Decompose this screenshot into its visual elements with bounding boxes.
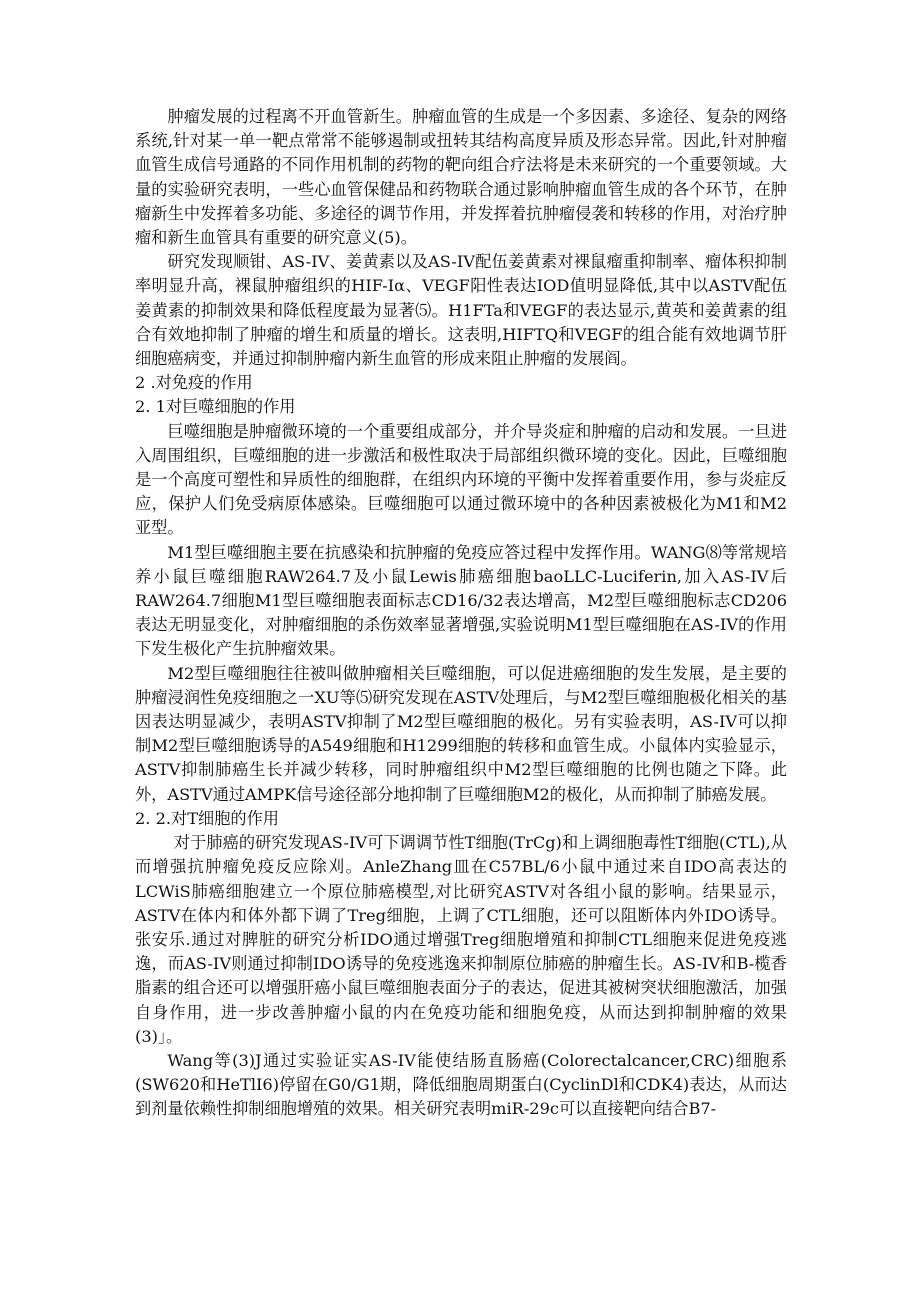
heading-t-cell-effect: 2. 2.对T细胞的作用 [135,808,279,828]
heading-immune-effect: 2 .对免疫的作用 [135,373,253,393]
paragraph-colorectal: Wang等(3)J通过实验证实AS-IV能使结肠直肠癌(Colorectalcancer,CRC)细胞系(SW620和HeTlI6)停留在G0/G1期，降低细胞周期蛋白(CyclinDl和CDK4)表达，从而达到剂量依赖性抑制细胞增殖的效果。相关研究表明miR-29c可以直接靶向结合B7- [135,1050,787,1119]
paragraph-angiogenesis: 肿瘤发展的过程离不开血管新生。肿瘤血管的生成是一个多因素、多途径、复杂的网络系统,针对某一单一靶点常常不能够遏制或扭转其结构高度异质及形态异常。因此,针对肿瘤血管生成信号通路的不同作用机制的药物的靶向组合疗法将是未来研究的一个重要领域。大量的实验研究表明，一些心血管保健品和药物联合通过影响肿瘤血管生成的各个环节，在肿瘤新生中发挥着多功能、多途径的调节作用，并发挥着抗肿瘤侵袭和转移的作用，对治疗肿瘤和新生血管具有重要的研究意义(5)。 [135,107,787,248]
paragraph-m2-macrophage: M2型巨噬细胞往往被叫做肿瘤相关巨噬细胞，可以促进癌细胞的发生发展，是主要的肿瘤浸润性免疫细胞之一XU等⑸研究发现在ASTV处理后，与M2型巨噬细胞极化相关的基因表达明显减少，表明ASTV抑制了M2型巨噬细胞的极化。另有实验表明，AS-IV可以抑制M2型巨噬细胞诱导的A549细胞和H1299细胞的转移和血管生成。小鼠体内实验显示，ASTV抑制肺癌生长并减少转移，同时肿瘤组织中M2型巨噬细胞的比例也随之下降。此外，ASTV通过AMPK信号途径部分地抑制了巨噬细胞M2的极化，从而抑制了肺癌发展。 [135,663,787,804]
paragraph-t-cell: 对于肺癌的研究发现AS-IV可下调调节性T细胞(TrCg)和上调细胞毒性T细胞(CTL),从而增强抗肿瘤免疫反应除刈。AnleZhang皿在C57BL/6小鼠中通过来自IDO高表达的LCWiS肺癌细胞建立一个原位肺癌模型,对比研究ASTV对各组小鼠的影响。结果显示，ASTV在体内和体外都下调了Treg细胞，上调了CTL细胞，还可以阻断体内外IDO诱导。张安乐.通过对脾脏的研究分析IDO通过增强Treg细胞增殖和抑制CTL细胞来促进免疫逃逸，而AS-IV则通过抑制IDO诱导的免疫逃逸来抑制原位肺癌的肿瘤生长。AS-IV和B-榄香脂素的组合还可以增强肝癌小鼠巨噬细胞表面分子的表达，促进其被树突状细胞激活，加强自身作用，进一步改善肿瘤小鼠的内在免疫功能和细胞免疫，从而达到抑制肿瘤的效果(3)」。 [135,833,787,1046]
document-page [135,105,787,1122]
heading-macrophage-effect: 2. 1对巨噬细胞的作用 [135,397,296,417]
paragraph-m1-macrophage: M1型巨噬细胞主要在抗感染和抗肿瘤的免疫应答过程中发挥作用。WANG⑻等常规培养小鼠巨噬细胞RAW264.7及小鼠Lewis肺癌细胞baoLLC-Luciferin,加入AS-IV后RAW264.7细胞M1型巨噬细胞表面标志CD16/32表达增高，M2型巨噬细胞标志CD206表达无明显变化，对肿瘤细胞的杀伤效率显著增强,实验说明M1型巨噬细胞在AS-IV的作用下发生极化产生抗肿瘤效果。 [135,542,787,659]
paragraph-drug-combination: 研究发现顺钳、AS-IV、姜黄素以及AS-IV配伍姜黄素对裸鼠瘤重抑制率、瘤体积抑制率明显升高，裸鼠肿瘤组织的HIF-Iα、VEGF阳性表达IOD值明显降低,其中以ASTV配伍姜黄素的抑制效果和降低程度最为显著⑸。H1FTa和VEGF的表达显示,黄英和姜黄素的组合有效地抑制了肿瘤的增生和质量的增长。这表明,HIFTQ和VEGF的组合能有效地调节肝细胞癌病变，并通过抑制肿瘤内新生血管的形成来阻止肿瘤的发展阎。 [135,252,787,369]
paragraph-macrophage-intro: 巨噬细胞是肿瘤微环境的一个重要组成部分，并介导炎症和肿瘤的启动和发展。一旦进入周围组织，巨噬细胞的进一步激活和极性取决于局部组织微环境的变化。因此，巨噬细胞是一个高度可塑性和异质性的细胞群，在组织内环境的平衡中发挥着重要作用，参与炎症反应，保护人们免受病原体感染。巨噬细胞可以通过微环境中的各种因素被极化为M1和M2亚型。 [135,421,787,538]
